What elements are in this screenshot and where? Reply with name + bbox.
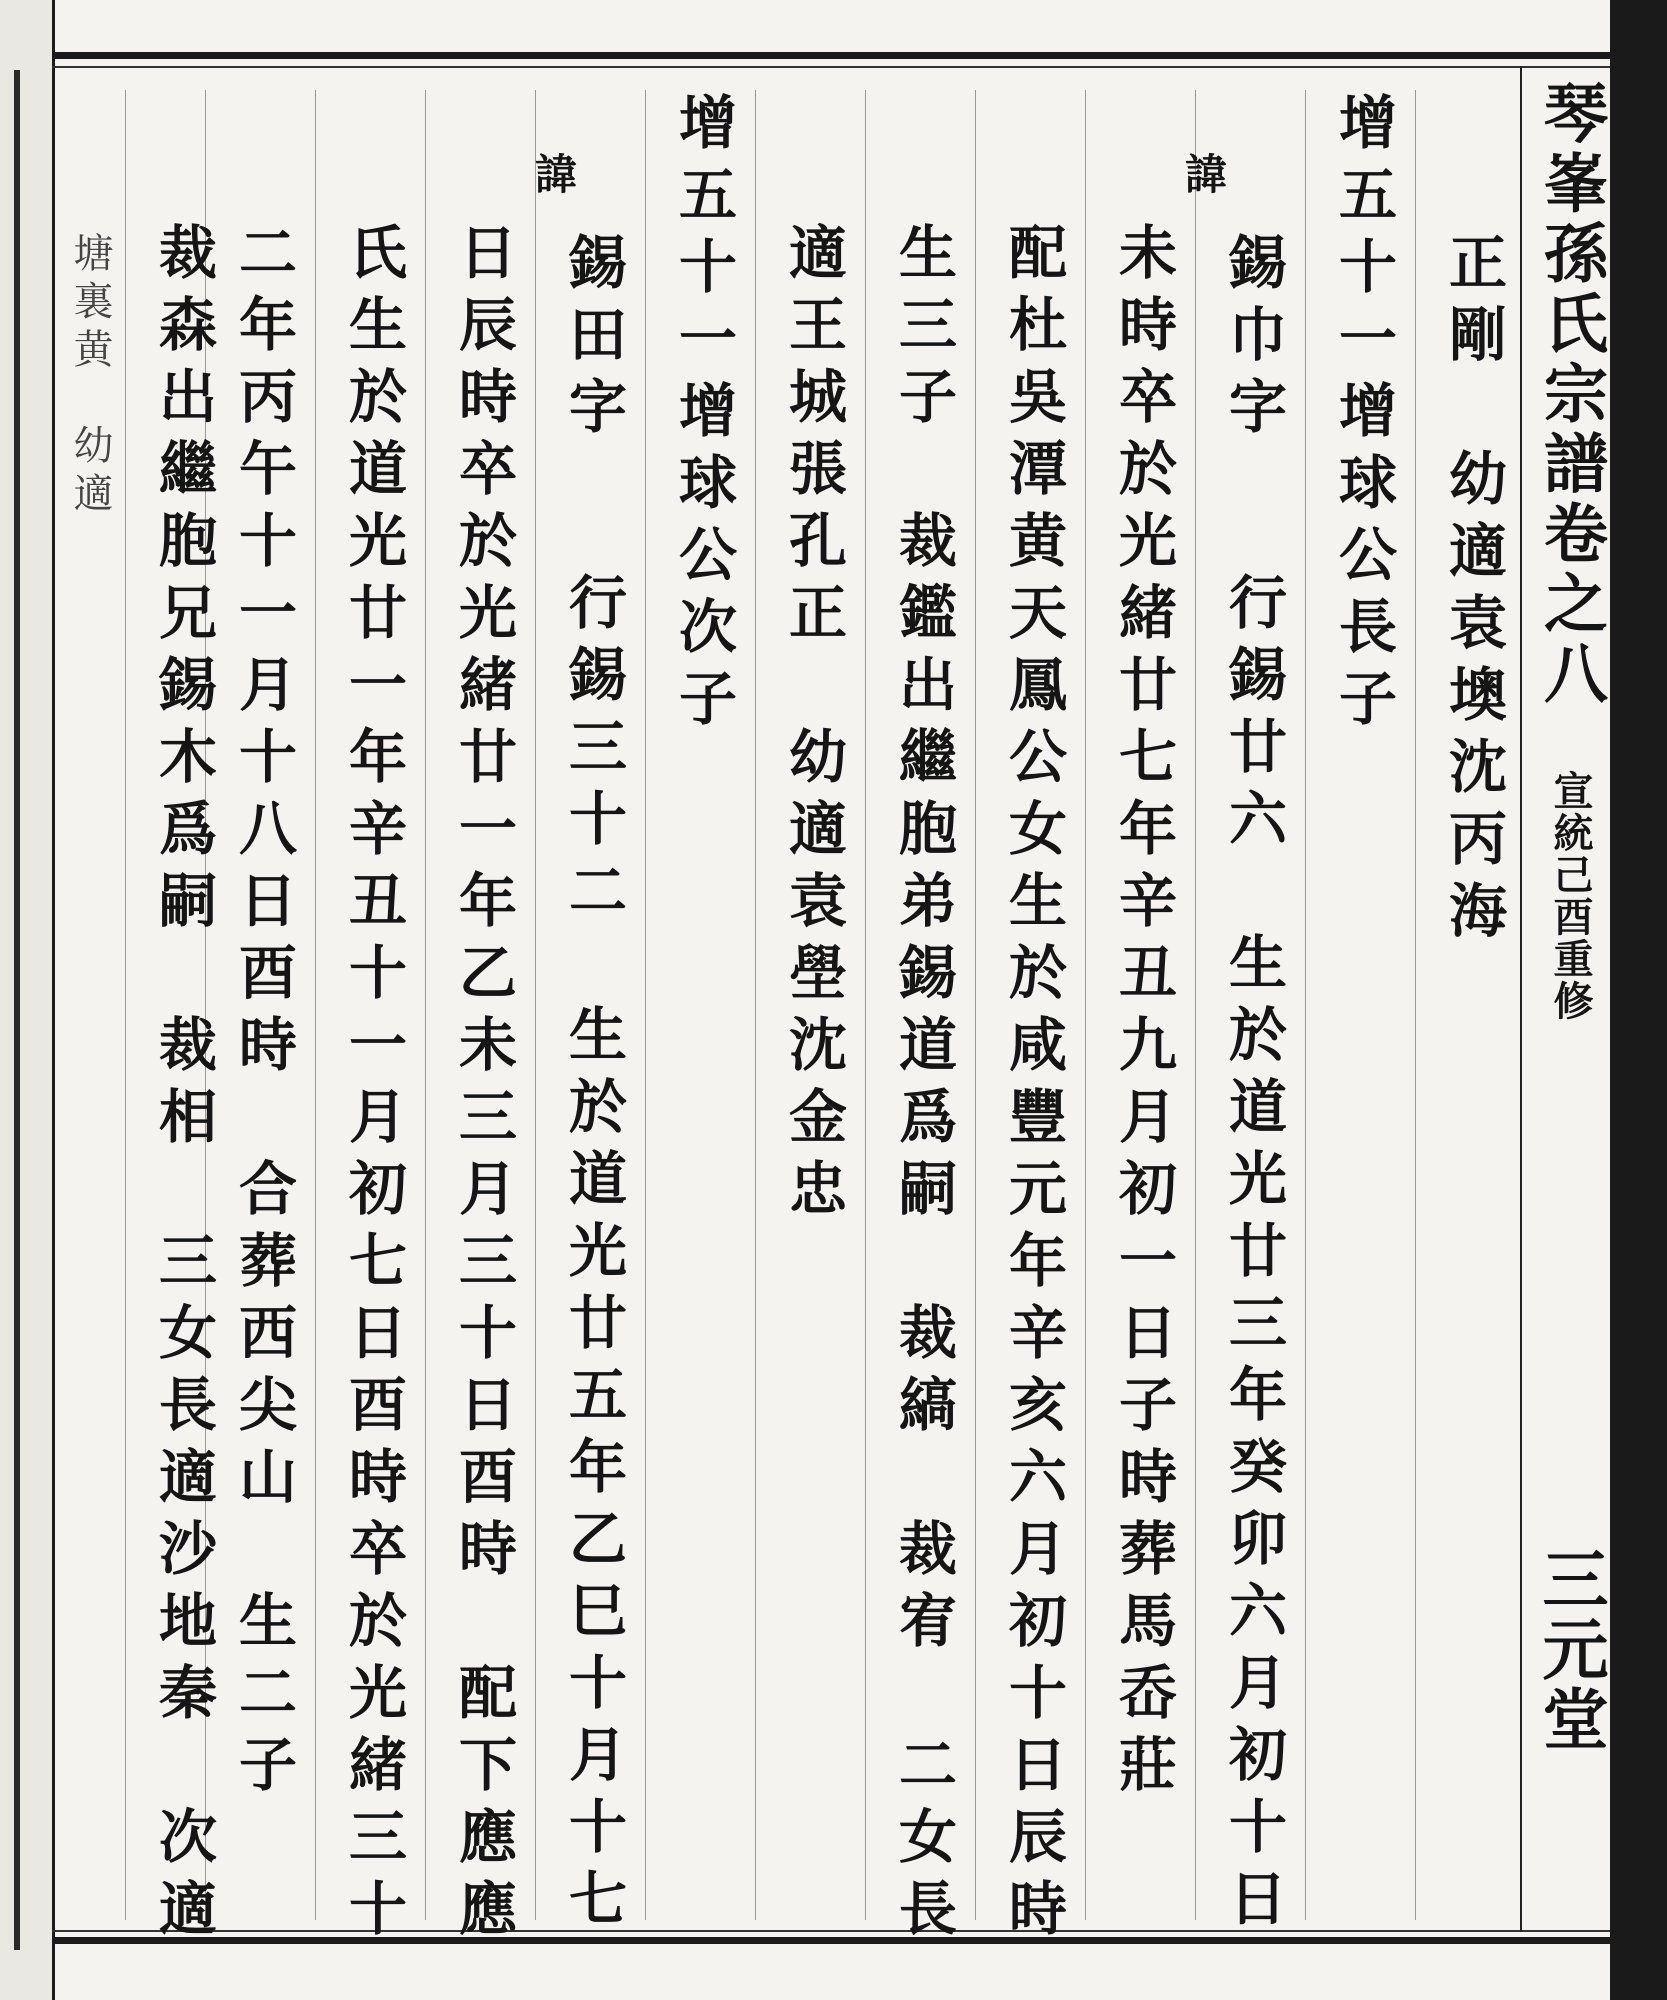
text-column-7: 適王城張孔正 幼適袁壆沈金忠	[779, 222, 847, 1230]
text-column-4: 未時卒於光緒廿七年辛丑九月初一日子時葬馬岙莊	[1109, 222, 1177, 1806]
left-page-edge	[0, 0, 55, 2000]
left-edge-line	[14, 70, 20, 1950]
text-column-13: 裁森出繼胞兄錫木爲嗣 裁相 三女長適沙地秦 次適	[149, 222, 217, 1950]
text-column-5: 配杜吳潭黄天鳳公女生於咸豐元年辛亥六月初十日辰時	[999, 222, 1067, 1950]
right-page-edge	[1610, 0, 1667, 2000]
text-column-6: 生三子 裁鑑出繼胞弟錫道爲嗣 裁縞 裁宥 二女長	[889, 222, 957, 1950]
marginal-note: 塘裏黄 幼適	[67, 232, 113, 520]
text-column-3: 諱 錫巾字 行錫廿六 生於道光廿三年癸卯六月初十日	[1179, 152, 1287, 1940]
text-column-11: 氏生於道光廿一年辛丑十一月初七日酉時卒於光緒三十	[339, 222, 407, 1950]
book-title: 琴峯孫氏宗譜卷之八	[1533, 80, 1608, 710]
text-column-10: 日辰時卒於光緒廿一年乙未三月三十日酉時 配下應應	[449, 222, 517, 1950]
text-column-9: 諱 錫田字 行錫三十二 生於道光廿五年乙巳十月十七	[529, 152, 627, 1940]
text-column-2: 增五十一增球公長子	[1329, 92, 1397, 740]
frame-bottom-line	[52, 1930, 1610, 1932]
column-rule	[125, 90, 126, 1920]
edition-note: 宣統己酉重修	[1547, 770, 1594, 1022]
text-column-1: 正剛 幼適袁墺沈丙海	[1439, 232, 1507, 952]
text-column-12: 二年丙午十一月十八日酉時 合葬西尖山 生二子	[229, 222, 297, 1806]
text-column-8: 增五十一增球公次子	[669, 92, 737, 740]
hall-name: 三元堂	[1531, 1545, 1609, 1755]
frame-top-line	[52, 66, 1610, 68]
